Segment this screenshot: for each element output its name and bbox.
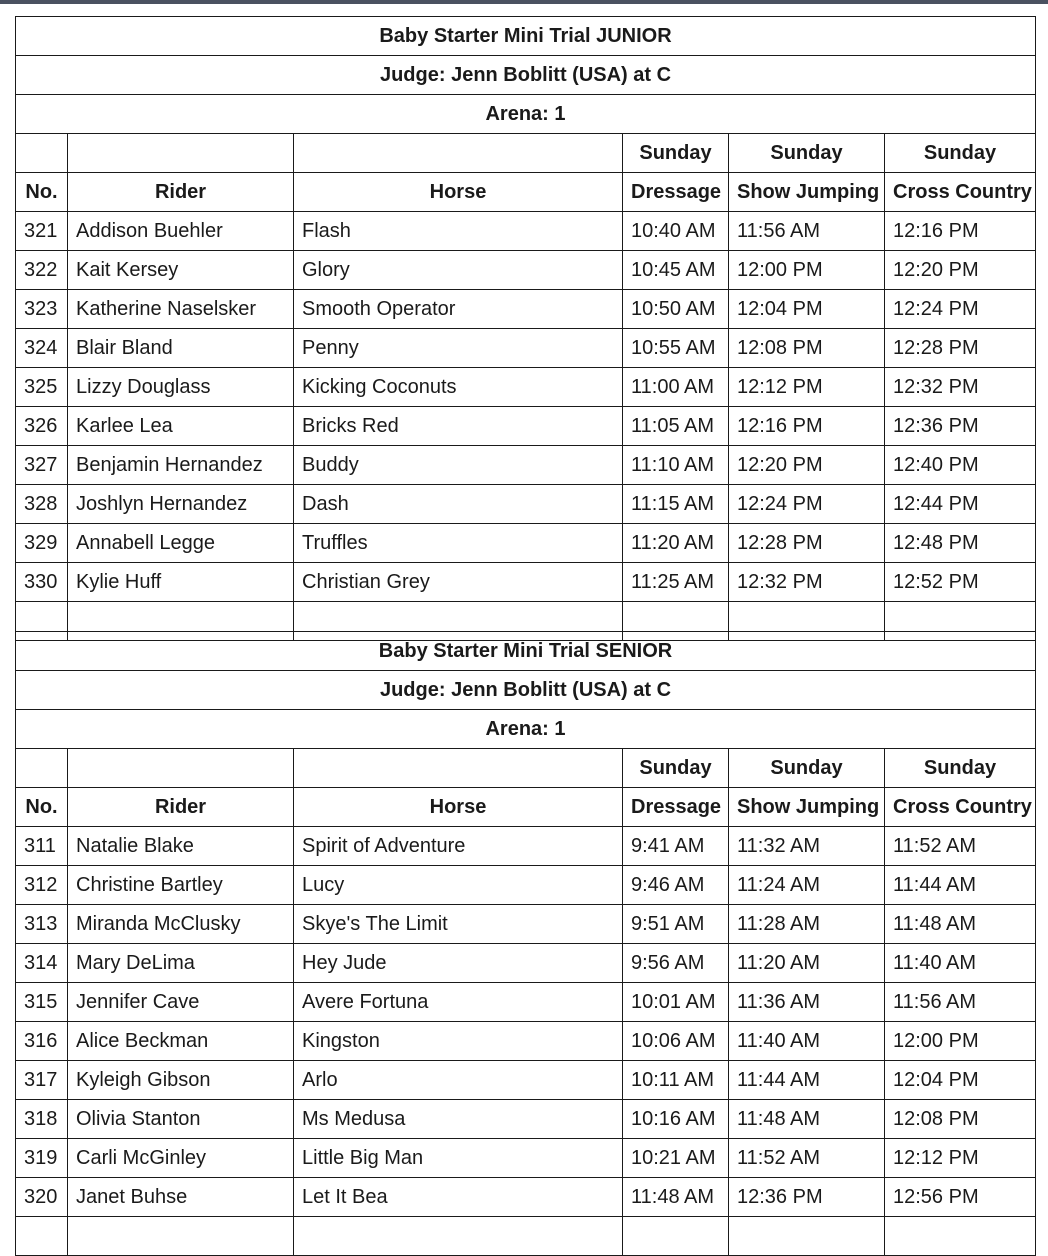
show-jumping-time: 12:32 PM [729,563,885,602]
rider-name: Joshlyn Hernandez [68,485,294,524]
entry-number: 324 [16,329,68,368]
table-row [16,329,1036,368]
column-header-horse: Horse [294,173,623,212]
column-header-show-jumping: Show Jumping [729,788,885,827]
horse-name: Lucy [294,866,623,905]
column-header-cross-country: Cross Country [885,788,1036,827]
entry-number: 314 [16,944,68,983]
day-header-blank [16,749,68,788]
cross-country-time: 12:08 PM [885,1100,1036,1139]
horse-name: Glory [294,251,623,290]
cross-country-time: 12:56 PM [885,1178,1036,1217]
entry-number: 326 [16,407,68,446]
day-header-show-jumping: Sunday [729,749,885,788]
day-header-dressage: Sunday [623,134,729,173]
cross-country-time: 12:04 PM [885,1061,1036,1100]
horse-name: Dash [294,485,623,524]
rider-name: Alice Beckman [68,1022,294,1061]
dressage-time: 11:20 AM [623,524,729,563]
dressage-time: 9:46 AM [623,866,729,905]
show-jumping-time: 12:12 PM [729,368,885,407]
rider-name: Olivia Stanton [68,1100,294,1139]
rider-name: Karlee Lea [68,407,294,446]
judge-label: Judge: Jenn Boblitt (USA) at C [16,671,1036,710]
entry-number: 316 [16,1022,68,1061]
dressage-time: 10:11 AM [623,1061,729,1100]
rider-name: Addison Buehler [68,212,294,251]
table-row [16,1139,1036,1178]
column-header-rider: Rider [68,788,294,827]
table-row [16,1100,1036,1139]
cross-country-time: 12:48 PM [885,524,1036,563]
table-row [16,944,1036,983]
horse-name: Penny [294,329,623,368]
entry-number: 318 [16,1100,68,1139]
show-jumping-time: 12:20 PM [729,446,885,485]
dressage-time: 10:40 AM [623,212,729,251]
table-row [16,485,1036,524]
table-row [16,251,1036,290]
horse-name: Christian Grey [294,563,623,602]
rider-name: Kylie Huff [68,563,294,602]
day-header-blank [294,134,623,173]
junior-schedule-table [15,16,1036,641]
horse-name: Ms Medusa [294,1100,623,1139]
column-header-cross-country: Cross Country [885,173,1036,212]
dressage-time: 10:45 AM [623,251,729,290]
show-jumping-time: 12:36 PM [729,1178,885,1217]
entry-number: 315 [16,983,68,1022]
entry-number: 323 [16,290,68,329]
show-jumping-time: 11:48 AM [729,1100,885,1139]
horse-name: Kicking Coconuts [294,368,623,407]
horse-name: Buddy [294,446,623,485]
cross-country-time: 12:12 PM [885,1139,1036,1178]
spacer-cell [16,1217,68,1256]
day-header-blank [68,749,294,788]
dressage-time: 11:05 AM [623,407,729,446]
cross-country-time: 12:32 PM [885,368,1036,407]
rider-name: Lizzy Douglass [68,368,294,407]
dressage-time: 10:55 AM [623,329,729,368]
table-row [16,827,1036,866]
section-title: Baby Starter Mini Trial SENIOR [16,632,1036,671]
table-row [16,866,1036,905]
show-jumping-time: 11:20 AM [729,944,885,983]
show-jumping-time: 11:36 AM [729,983,885,1022]
cross-country-time: 12:40 PM [885,446,1036,485]
day-header-blank [68,134,294,173]
entry-number: 313 [16,905,68,944]
table-row [16,407,1036,446]
top-bar [0,0,1048,4]
show-jumping-time: 11:24 AM [729,866,885,905]
day-header-blank [16,134,68,173]
horse-name: Skye's The Limit [294,905,623,944]
dressage-time: 11:10 AM [623,446,729,485]
cross-country-time: 11:40 AM [885,944,1036,983]
show-jumping-time: 12:16 PM [729,407,885,446]
cross-country-time: 12:24 PM [885,290,1036,329]
show-jumping-time: 12:04 PM [729,290,885,329]
table-row [16,1022,1036,1061]
table-row [16,905,1036,944]
spacer-cell [885,1217,1036,1256]
horse-name: Hey Jude [294,944,623,983]
judge-label: Judge: Jenn Boblitt (USA) at C [16,56,1036,95]
entry-number: 312 [16,866,68,905]
cross-country-time: 12:20 PM [885,251,1036,290]
column-header-no: No. [16,788,68,827]
dressage-time: 11:25 AM [623,563,729,602]
show-jumping-time: 12:28 PM [729,524,885,563]
junior-rows [16,212,1036,602]
dressage-time: 9:41 AM [623,827,729,866]
horse-name: Spirit of Adventure [294,827,623,866]
cross-country-time: 12:36 PM [885,407,1036,446]
entry-number: 320 [16,1178,68,1217]
horse-name: Let It Bea [294,1178,623,1217]
day-header-show-jumping: Sunday [729,134,885,173]
dressage-time: 11:48 AM [623,1178,729,1217]
horse-name: Truffles [294,524,623,563]
rider-name: Katherine Naselsker [68,290,294,329]
table-row [16,1061,1036,1100]
show-jumping-time: 12:00 PM [729,251,885,290]
dressage-time: 9:51 AM [623,905,729,944]
dressage-time: 10:50 AM [623,290,729,329]
column-header-dressage: Dressage [623,788,729,827]
rider-name: Janet Buhse [68,1178,294,1217]
column-header-no: No. [16,173,68,212]
horse-name: Arlo [294,1061,623,1100]
show-jumping-time: 12:08 PM [729,329,885,368]
table-row [16,524,1036,563]
rider-name: Natalie Blake [68,827,294,866]
entry-number: 319 [16,1139,68,1178]
dressage-time: 9:56 AM [623,944,729,983]
entry-number: 325 [16,368,68,407]
table-row [16,1178,1036,1217]
horse-name: Kingston [294,1022,623,1061]
column-header-rider: Rider [68,173,294,212]
show-jumping-time: 11:28 AM [729,905,885,944]
day-header-blank [294,749,623,788]
cross-country-time: 12:00 PM [885,1022,1036,1061]
horse-name: Avere Fortuna [294,983,623,1022]
show-jumping-time: 12:24 PM [729,485,885,524]
spacer-cell [68,1217,294,1256]
rider-name: Annabell Legge [68,524,294,563]
cross-country-time: 11:52 AM [885,827,1036,866]
rider-name: Carli McGinley [68,1139,294,1178]
horse-name: Flash [294,212,623,251]
day-header-dressage: Sunday [623,749,729,788]
horse-name: Bricks Red [294,407,623,446]
dressage-time: 11:15 AM [623,485,729,524]
show-jumping-time: 11:44 AM [729,1061,885,1100]
table-row [16,212,1036,251]
senior-schedule-table [15,631,1036,1256]
rider-name: Kait Kersey [68,251,294,290]
show-jumping-time: 11:52 AM [729,1139,885,1178]
cross-country-time: 12:16 PM [885,212,1036,251]
entry-number: 328 [16,485,68,524]
spacer-cell [729,1217,885,1256]
spacer-cell [623,1217,729,1256]
dressage-time: 10:21 AM [623,1139,729,1178]
cross-country-time: 12:44 PM [885,485,1036,524]
entry-number: 327 [16,446,68,485]
day-header-cross-country: Sunday [885,134,1036,173]
table-row [16,983,1036,1022]
show-jumping-time: 11:32 AM [729,827,885,866]
entry-number: 330 [16,563,68,602]
horse-name: Smooth Operator [294,290,623,329]
dressage-time: 10:01 AM [623,983,729,1022]
table-row [16,563,1036,602]
column-header-show-jumping: Show Jumping [729,173,885,212]
cross-country-time: 11:56 AM [885,983,1036,1022]
arena-label: Arena: 1 [16,95,1036,134]
senior-rows [16,827,1036,1217]
rider-name: Christine Bartley [68,866,294,905]
entry-number: 329 [16,524,68,563]
table-row [16,290,1036,329]
column-header-horse: Horse [294,788,623,827]
rider-name: Kyleigh Gibson [68,1061,294,1100]
entry-number: 322 [16,251,68,290]
show-jumping-time: 11:40 AM [729,1022,885,1061]
table-row [16,368,1036,407]
table-row [16,446,1036,485]
cross-country-time: 12:52 PM [885,563,1036,602]
arena-label: Arena: 1 [16,710,1036,749]
column-header-dressage: Dressage [623,173,729,212]
horse-name: Little Big Man [294,1139,623,1178]
dressage-time: 10:16 AM [623,1100,729,1139]
rider-name: Miranda McClusky [68,905,294,944]
day-header-cross-country: Sunday [885,749,1036,788]
entry-number: 311 [16,827,68,866]
show-jumping-time: 11:56 AM [729,212,885,251]
cross-country-time: 11:44 AM [885,866,1036,905]
dressage-time: 10:06 AM [623,1022,729,1061]
rider-name: Jennifer Cave [68,983,294,1022]
dressage-time: 11:00 AM [623,368,729,407]
entry-number: 317 [16,1061,68,1100]
rider-name: Blair Bland [68,329,294,368]
rider-name: Benjamin Hernandez [68,446,294,485]
section-title: Baby Starter Mini Trial JUNIOR [16,17,1036,56]
cross-country-time: 12:28 PM [885,329,1036,368]
cross-country-time: 11:48 AM [885,905,1036,944]
spacer-cell [294,1217,623,1256]
entry-number: 321 [16,212,68,251]
rider-name: Mary DeLima [68,944,294,983]
